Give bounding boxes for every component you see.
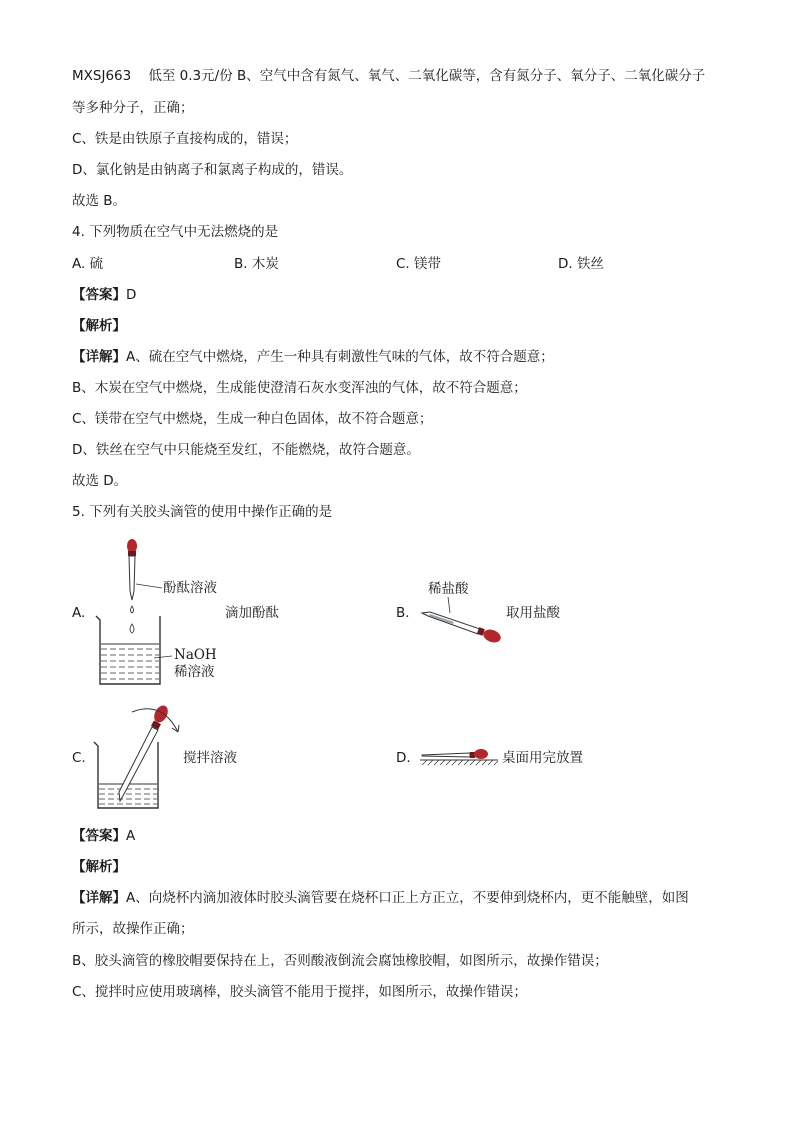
- text-line: 故选 B。: [72, 193, 127, 209]
- q5-analysis-tag: 【解析】: [72, 859, 126, 875]
- fig-d-letter: D.: [396, 750, 411, 766]
- q5-detail-line: [72, 888, 689, 908]
- text-line: C、铁是由铁原子直接构成的，错误；: [72, 131, 298, 147]
- q5-detail-line: C、搅拌时应使用玻璃棒，胶头滴管不能用于搅拌，如图所示，故操作错误；: [72, 984, 527, 1000]
- fig-b-reagent-label: 稀盐酸: [428, 581, 469, 597]
- fig-a-solution-label: NaOH: [174, 647, 217, 663]
- fig-c-caption: 搅拌溶液: [183, 750, 237, 766]
- detail-text: A、向烧杯内滴加液体时胶头滴管要在烧杯口正上方正立，不要伸到烧杯内，更不能触壁，如图: [126, 890, 689, 906]
- fig-c-stirring-beaker: [92, 702, 187, 812]
- fig-a-reagent-label: 酚酞溶液: [163, 580, 217, 596]
- q4-option-c: C. 镁带: [396, 256, 442, 272]
- answer-tag: 【答案】: [72, 828, 126, 844]
- fig-a-dropper-beaker: [92, 536, 182, 691]
- q4-detail-line: [72, 347, 554, 367]
- q4-detail-line: B、木炭在空气中燃烧，生成能使澄清石灰水变浑浊的气体，故不符合题意；: [72, 380, 527, 396]
- detail-tag: 【详解】: [72, 890, 126, 906]
- watermark-code: MXSJ663: [72, 68, 132, 84]
- detail-text: A、硫在空气中燃烧，产生一种具有刺激性气味的气体，故不符合题意；: [126, 349, 554, 365]
- text-line: 等多种分子，正确；: [72, 100, 194, 116]
- question-4-stem: 4. 下列物质在空气中无法燃烧的是: [72, 224, 279, 240]
- q4-option-b: B. 木炭: [234, 256, 279, 272]
- q4-answer: [72, 285, 136, 305]
- fig-a-letter: A.: [72, 605, 86, 621]
- fig-b-tilted-dropper: [420, 595, 510, 645]
- fig-a-caption: 滴加酚酞: [225, 605, 279, 621]
- q4-analysis-tag: 【解析】: [72, 318, 126, 334]
- fig-b-caption: 取用盐酸: [506, 605, 560, 621]
- q4-conclusion: 故选 D。: [72, 473, 128, 489]
- answer-value: D: [126, 287, 137, 303]
- fig-d-caption: 桌面用完放置: [502, 750, 583, 766]
- q5-answer: [72, 826, 135, 846]
- answer-tag: 【答案】: [72, 287, 126, 303]
- text-line: B、空气中含有氮气、氧气、二氧化碳等，含有氮分子、氧分子、二氧化碳分子: [237, 68, 706, 84]
- answer-value: A: [126, 828, 136, 844]
- fig-b-letter: B.: [396, 605, 410, 621]
- text-line: D、氯化钠是由钠离子和氯离子构成的，错误。: [72, 162, 353, 178]
- watermark-price: 低至 0.3元/份: [148, 68, 233, 84]
- q4-option-d: D. 铁丝: [558, 256, 604, 272]
- fig-a-solution-label: 稀溶液: [174, 664, 215, 680]
- header-line: [72, 66, 705, 86]
- q4-option-a: A. 硫: [72, 256, 104, 272]
- question-5-stem: 5. 下列有关胶头滴管的使用中操作正确的是: [72, 504, 333, 520]
- q4-detail-line: C、镁带在空气中燃烧，生成一种白色固体，故不符合题意；: [72, 411, 433, 427]
- detail-tag: 【详解】: [72, 349, 126, 365]
- fig-d-dropper-on-table: [418, 744, 504, 768]
- q5-detail-line: B、胶头滴管的橡胶帽要保持在上，否则酸液倒流会腐蚀橡胶帽，如图所示，故操作错误；: [72, 953, 608, 969]
- fig-c-letter: C.: [72, 750, 86, 766]
- q4-detail-line: D、铁丝在空气中只能烧至发红，不能燃烧，故符合题意。: [72, 442, 420, 458]
- q5-detail-line: 所示，故操作正确；: [72, 921, 194, 937]
